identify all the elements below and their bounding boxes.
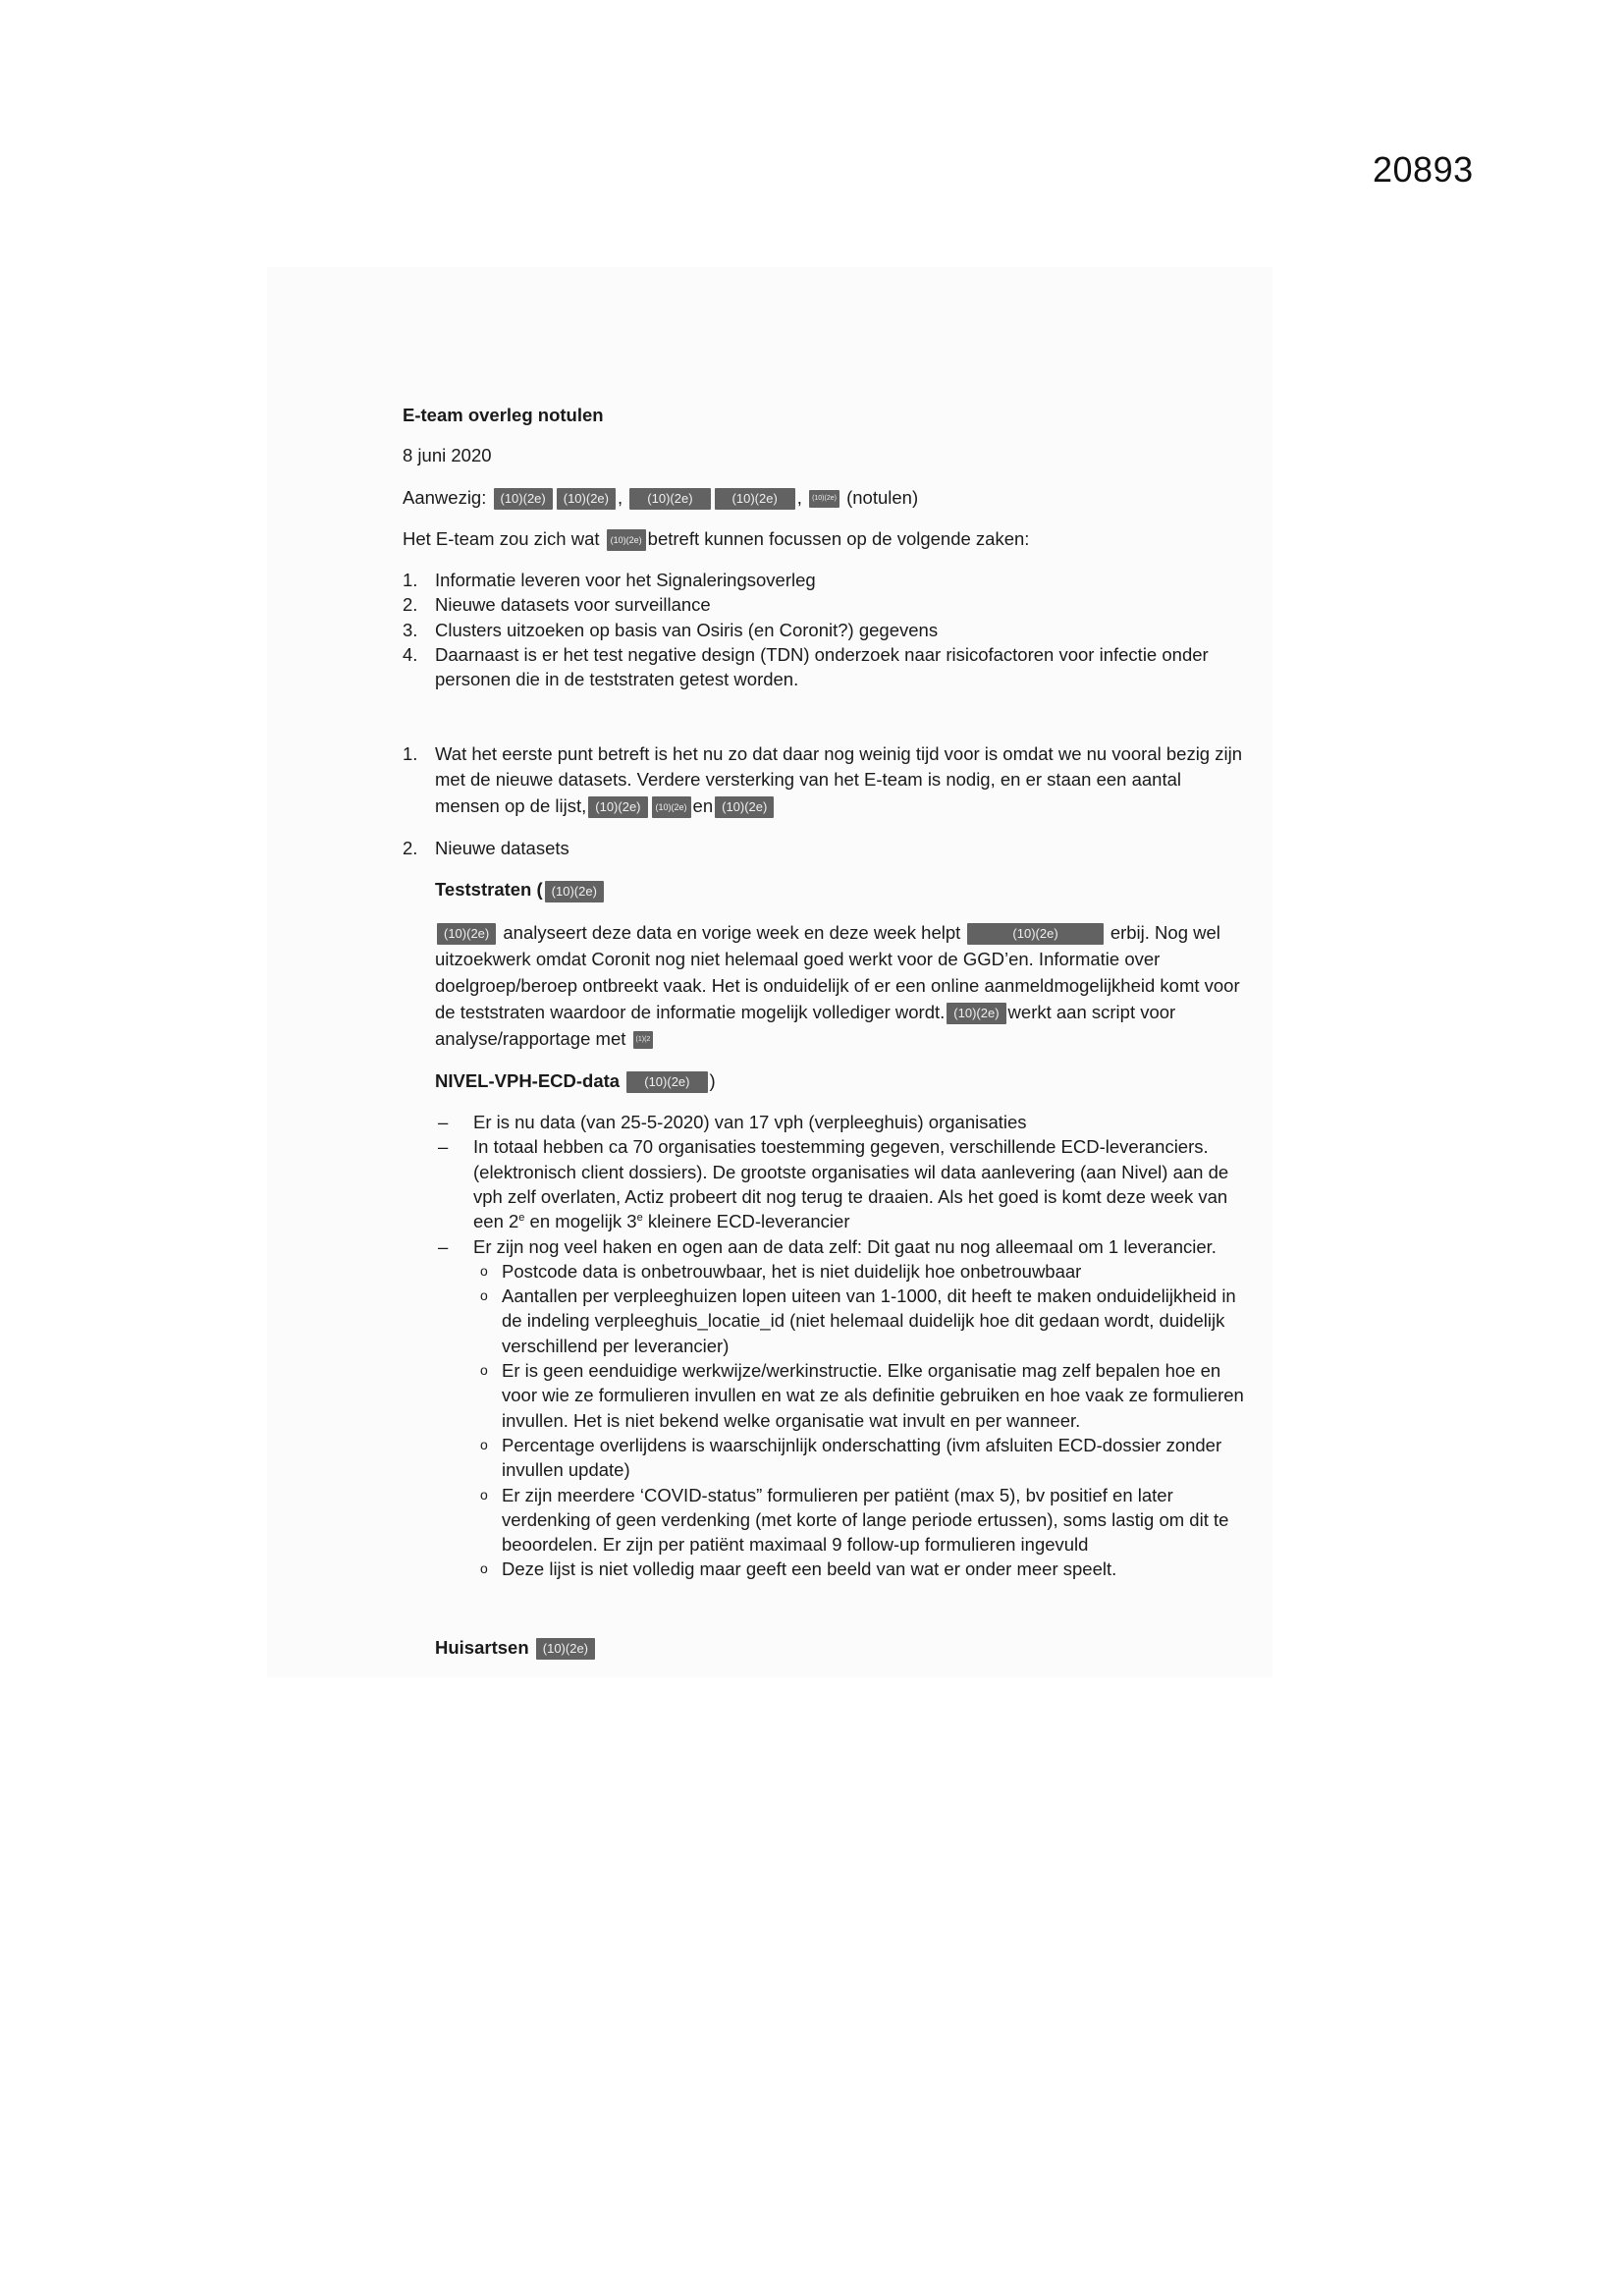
teststraten-text: erbij. Nog wel uitzoekwerk omdat Coronit nog niet helemaal goed werkt voor de GGD’en. Informatie over doelgroep/beroep ontbreekt vaak. Het is onduidelijk of er een online aanmeldmogelijkheid komt voor de teststraten waardoor de informatie mogelijk vollediger wordt. (435, 921, 1240, 1022)
superscript: e (518, 1212, 525, 1225)
teststraten-text: analyseert deze data en vorige week en deze week helpt (503, 921, 961, 943)
sublist-item-text: Postcode data is onbetrouwbaar, het is niet duidelijk hoe onbetrouwbaar (502, 1260, 1082, 1282)
sublist-item (435, 1259, 1247, 1284)
nivel-heading-text: NIVEL-VPH-ECD-data (435, 1069, 621, 1091)
list-number: 3. (403, 619, 418, 640)
list-item (403, 568, 1247, 592)
intro-line (403, 526, 1247, 551)
list-item (435, 1234, 1247, 1582)
attendees-label: Aanwezig: (403, 486, 487, 508)
teststraten-paragraph (403, 919, 1247, 1052)
list-item (435, 1110, 1247, 1134)
circle-marker: o (480, 1436, 488, 1452)
nivel-findings-list (403, 1110, 1247, 1582)
sublist-item-text: Deze lijst is niet volledig maar geeft een beeld van wat er onder meer speelt. (502, 1558, 1117, 1580)
list-number: 4. (403, 644, 418, 666)
redaction-box: (10)(2e) (967, 923, 1103, 945)
section-point-2 (403, 836, 1247, 860)
sublist-item-text: Aantallen per verpleeghuizen lopen uiteen van 1-1000, dit heeft te maken onduidelijkheid in de indeling verpleeghuis_locatie_id (niet helemaal duidelijk hoe dit gedaan wordt, duidelijk verschillend per leverancier) (502, 1285, 1236, 1356)
point-2-title: Nieuwe datasets (435, 838, 569, 859)
list-item-text: Nieuwe datasets voor surveillance (435, 594, 711, 616)
section-point-1 (403, 741, 1247, 820)
list-number: 1. (403, 742, 418, 764)
redaction-box: (10)(2e) (629, 488, 710, 510)
meeting-date: 8 juni 2020 (403, 445, 492, 466)
sublist-item-text: Er is geen eenduidige werkwijze/werkinstructie. Elke organisatie mag zelf bepalen hoe en voor wie ze formulieren invullen en wat ze als definitie gebruiken en hoe vaak ze formulieren invullen. Het is niet bekend welke organisatie wat invult en per wanneer. (502, 1360, 1244, 1431)
intro-text: Het E-team zou zich wat (403, 527, 600, 549)
attendees-line (403, 485, 1247, 510)
list-item (403, 618, 1247, 642)
paren: ) (709, 1069, 716, 1091)
sublist-item (435, 1433, 1247, 1483)
redaction-box: (10)(2e) (588, 796, 647, 818)
point-1-text: Wat het eerste punt betreft is het nu zo dat daar nog weinig tijd voor is omdat we nu vooral bezig zijn met de nieuwe datasets. Verdere versterking van het E-team is nodig, en er staan een aantal mensen op de lijst, (435, 742, 1242, 816)
list-item-text: Er zijn nog veel haken en ogen aan de data zelf: Dit gaat nu nog alleemaal om 1 leverancier. (473, 1235, 1217, 1257)
sublist-item (435, 1557, 1247, 1581)
circle-marker: o (480, 1486, 488, 1503)
redaction-box: (10)(2e) (545, 881, 604, 902)
sublist-item (435, 1483, 1247, 1558)
redaction-box: (10)(2e) (809, 490, 839, 508)
sublist-item (435, 1358, 1247, 1433)
list-item-text: Daarnaast is er het test negative design (TDN) onderzoek naar risicofactoren voor infectie onder personen die in de teststraten getest worden. (435, 644, 1209, 690)
redaction-box: (10)(2e) (715, 488, 795, 510)
intro-text: betreft kunnen focussen op de volgende zaken: (647, 527, 1030, 549)
attendees-suffix: (notulen) (846, 486, 919, 508)
redaction-box: (10)(2e) (947, 1003, 1005, 1024)
redaction-box: (10)(2e) (437, 923, 496, 945)
list-item-text: Informatie leveren voor het Signaleringsoverleg (435, 570, 816, 591)
data-issues-sublist (435, 1259, 1247, 1582)
circle-marker: o (480, 1262, 488, 1279)
dash-marker: – (438, 1235, 449, 1257)
dash-marker: – (438, 1136, 449, 1158)
dash-marker: – (438, 1112, 449, 1133)
list-item (403, 592, 1247, 617)
conjunction: en (692, 794, 714, 816)
huisartsen-heading (403, 1635, 1247, 1660)
list-item (435, 1134, 1247, 1233)
sublist-item (435, 1284, 1247, 1358)
list-number: 2. (403, 594, 418, 616)
redaction-box: (10)(2e) (557, 488, 616, 510)
redaction-box: (1)(2 (633, 1031, 654, 1049)
teststraten-text: werkt aan script voor analyse/rapportage met (435, 1001, 1176, 1049)
list-number: 1. (403, 570, 418, 591)
circle-marker: o (480, 1287, 488, 1304)
list-item-text: In totaal hebben ca 70 organisaties toestemming gegeven, verschillende ECD-leveranciers. (elektronisch client dossiers). De grootste organisaties wil data aanlevering (aan Nivel) aan de vph zelf overlaten, Actiz probeert dit nog terug te draaien. Als het goed is komt deze week van een 2 (473, 1136, 1229, 1232)
list-item-text: Er is nu data (van 25-5-2020) van 17 vph (verpleeghuis) organisaties (473, 1112, 1027, 1133)
separator: , (618, 486, 623, 508)
redaction-box: (10)(2e) (536, 1638, 595, 1660)
sublist-item-text: Er zijn meerdere ‘COVID-status” formulieren per patiënt (max 5), bv positief en later verdenking of geen verdenking (met korte of lange periode ertussen), soms lastig om dit te beoordelen. Er zijn per patiënt maximaal 9 follow-up formulieren ingevuld (502, 1484, 1229, 1556)
sublist-item-text: Percentage overlijdens is waarschijnlijk onderschatting (ivm afsluiten ECD-dossier zonder invullen update) (502, 1434, 1222, 1481)
redaction-box: (10)(2e) (607, 529, 646, 551)
redaction-box: (10)(2e) (652, 796, 691, 818)
redaction-box: (10)(2e) (494, 488, 553, 510)
document-title: E-team overleg notulen (403, 405, 604, 425)
list-number: 2. (403, 838, 418, 859)
list-item-text: en mogelijk 3 (524, 1211, 637, 1232)
teststraten-heading-text: Teststraten ( (435, 879, 543, 901)
document-number: 20893 (1373, 149, 1474, 190)
teststraten-heading (403, 877, 1247, 902)
redaction-box: (10)(2e) (626, 1071, 707, 1093)
redaction-box: (10)(2e) (715, 796, 774, 818)
document-body (403, 403, 1247, 1676)
circle-marker: o (480, 1362, 488, 1379)
superscript: e (636, 1212, 643, 1225)
list-item-text: Clusters uitzoeken op basis van Osiris (en Coronit?) gegevens (435, 619, 939, 640)
separator: , (796, 486, 802, 508)
huisartsen-heading-text: Huisartsen (435, 1636, 529, 1658)
list-item (403, 642, 1247, 692)
list-item-text: kleinere ECD-leverancier (642, 1211, 850, 1232)
nivel-heading (403, 1068, 1247, 1093)
circle-marker: o (480, 1560, 488, 1577)
focus-list (403, 568, 1247, 691)
